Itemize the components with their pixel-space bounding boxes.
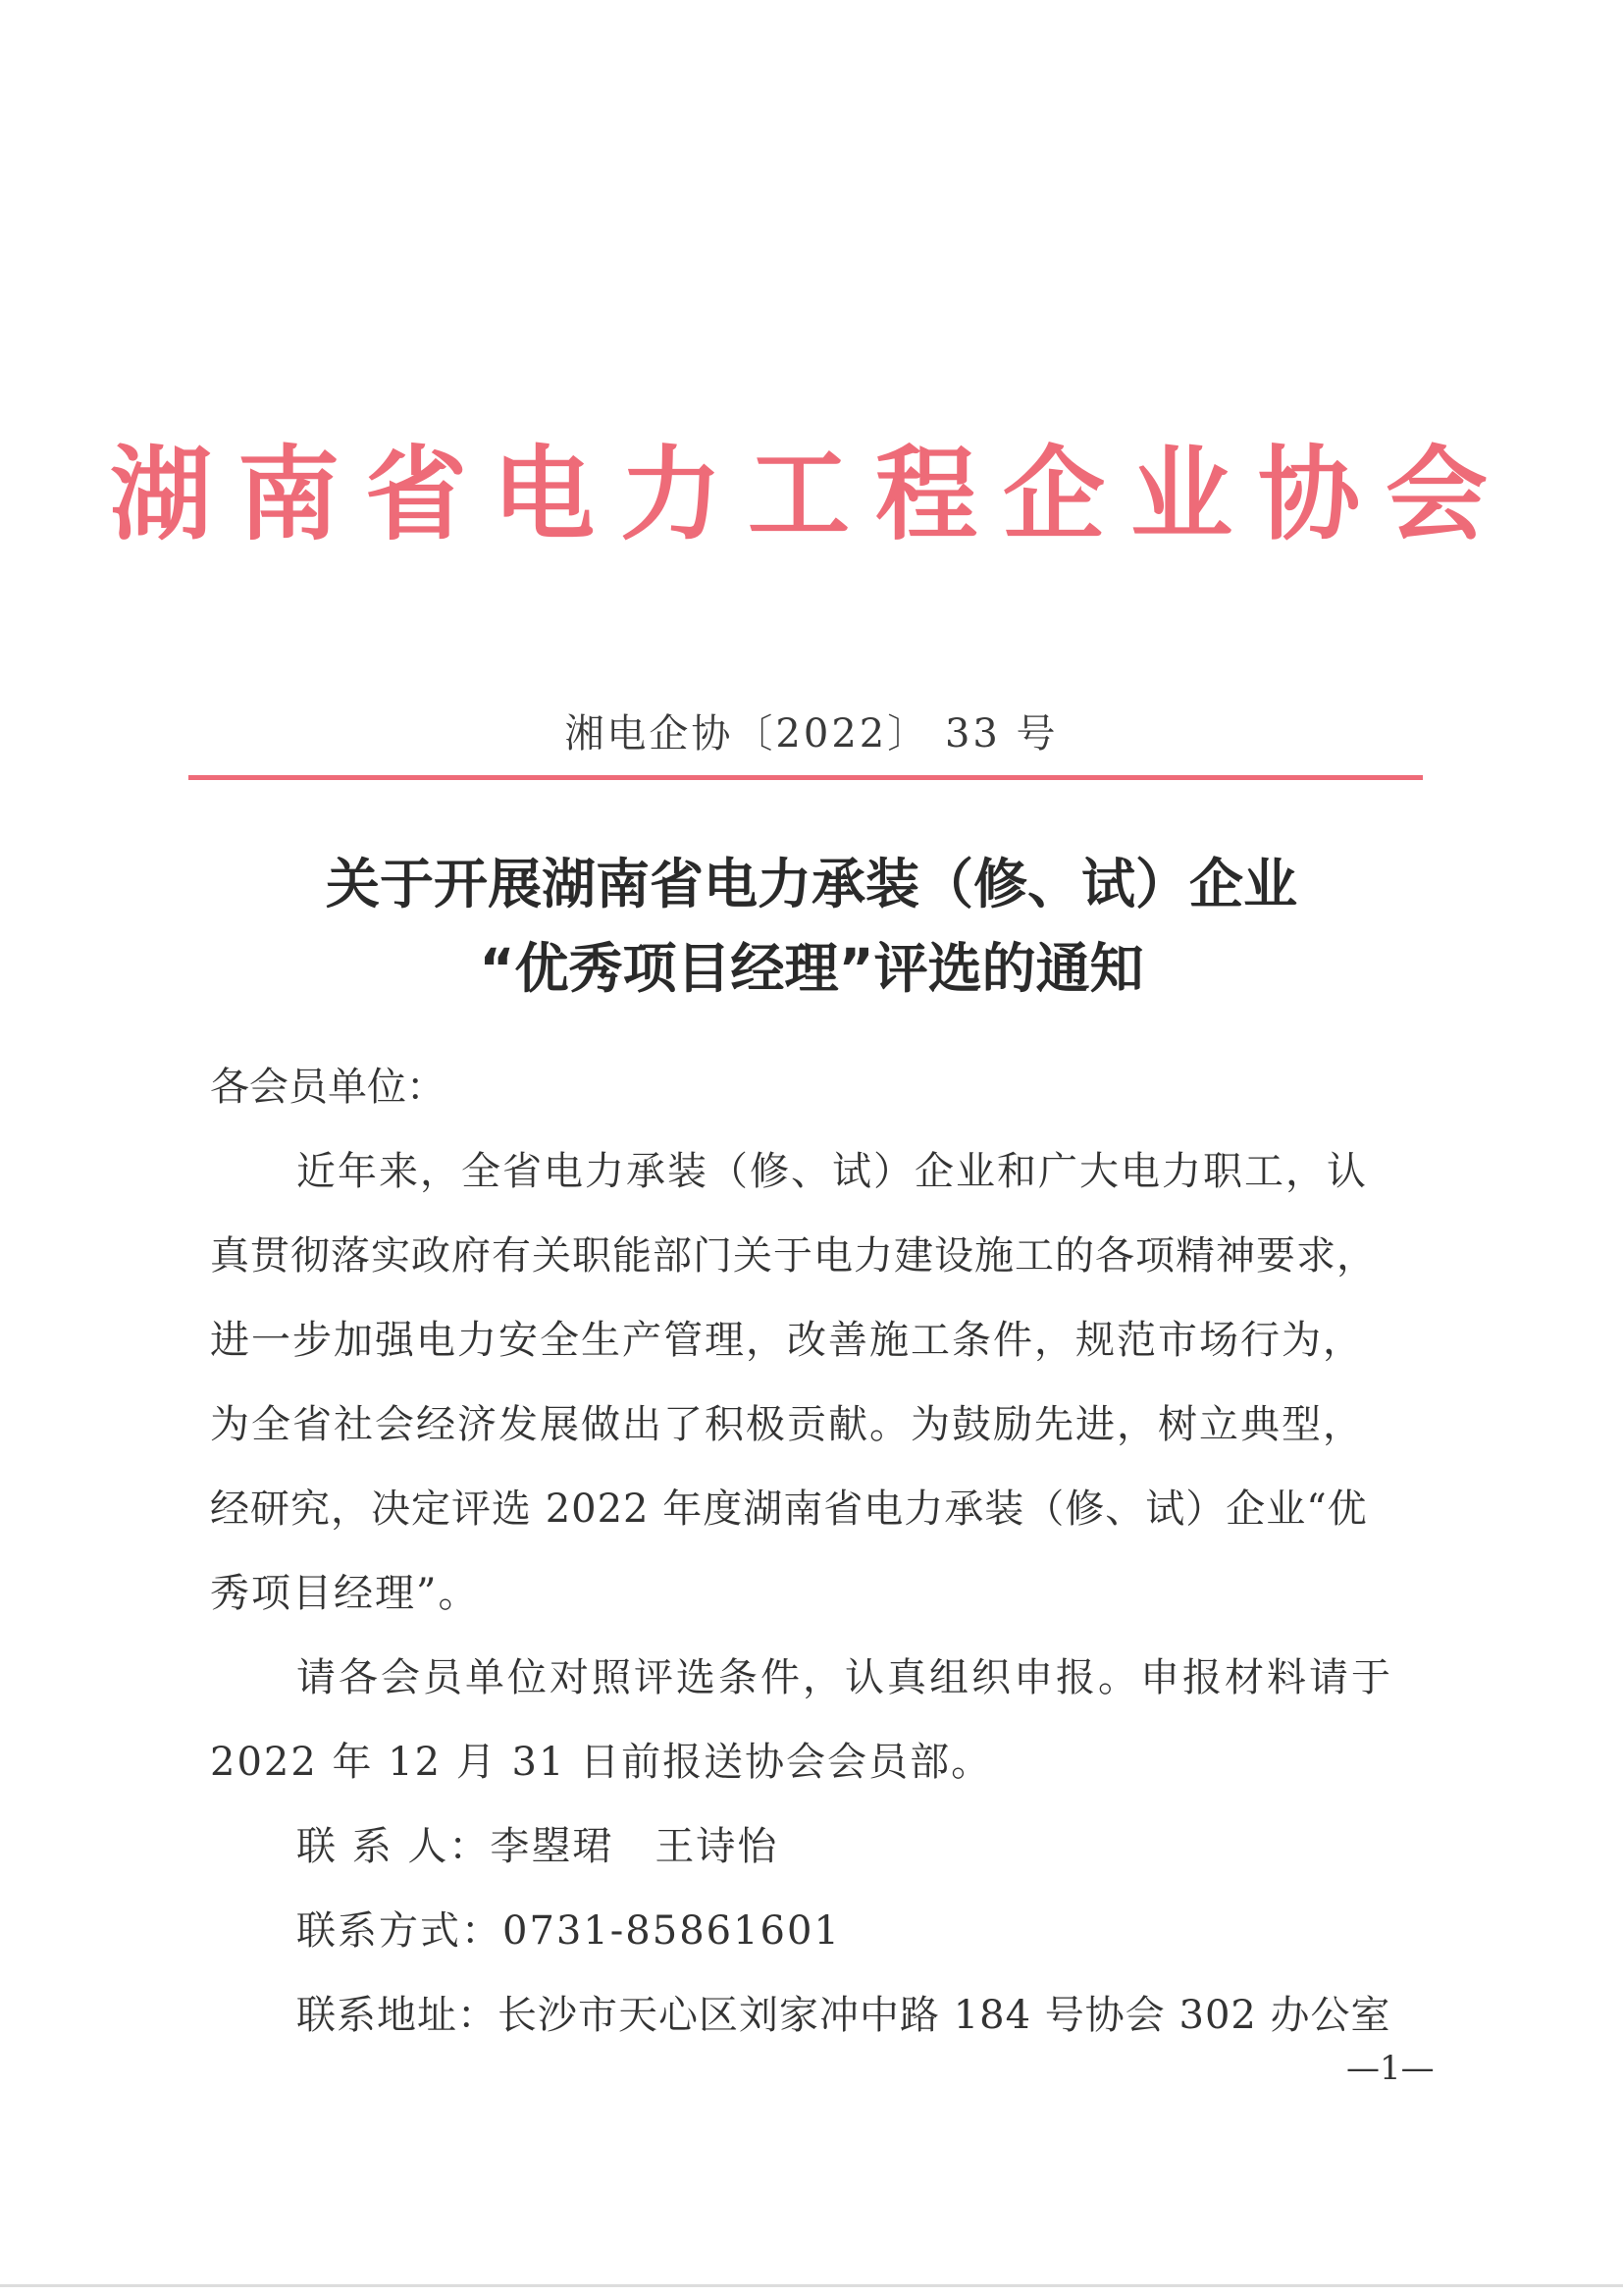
paragraph-1-line-4: 为全省社会经济发展做出了积极贡献。为鼓励先进，树立典型， (210, 1402, 1364, 1447)
red-divider-line (188, 775, 1423, 780)
contact-person: 联 系 人：李曌珺 王诗怡 (296, 1824, 779, 1869)
paragraph-2-line-2: 2022 年 12 月 31 日前报送协会会员部。 (210, 1740, 993, 1785)
issuing-organization-title: 湖南省电力工程企业协会 (109, 435, 1513, 554)
notice-title-line-2: “优秀项目经理”评选的通知 (479, 937, 1144, 1000)
page-number: —1— (1346, 2049, 1435, 2088)
salutation: 各会员单位： (210, 1065, 445, 1110)
notice-title-line-1: 关于开展湖南省电力承装（修、试）企业 (325, 853, 1297, 915)
contact-address: 联系地址：长沙市天心区刘家冲中路 184 号协会 302 办公室 (296, 1993, 1391, 2038)
paragraph-2-line-1: 请各会员单位对照评选条件，认真组织申报。申报材料请于 (296, 1655, 1393, 1700)
paragraph-1-line-2: 真贯彻落实政府有关职能部门关于电力建设施工的各项精神要求， (210, 1233, 1377, 1278)
paragraph-1-line-1: 近年来，全省电力承装（修、试）企业和广大电力职工，认 (296, 1149, 1368, 1194)
contact-phone: 联系方式：0731-85861601 (296, 1908, 841, 1954)
document-number: 湘电企协〔2022〕 33 号 (564, 711, 1059, 757)
paragraph-1-line-3: 进一步加强电力安全生产管理，改善施工条件，规范市场行为， (210, 1318, 1364, 1363)
scan-bottom-edge (0, 2284, 1623, 2287)
paragraph-1-line-6: 秀项目经理”。 (210, 1571, 480, 1616)
paragraph-1-line-5: 经研究，决定评选 2022 年度湖南省电力承装（修、试）企业“优 (210, 1487, 1368, 1532)
